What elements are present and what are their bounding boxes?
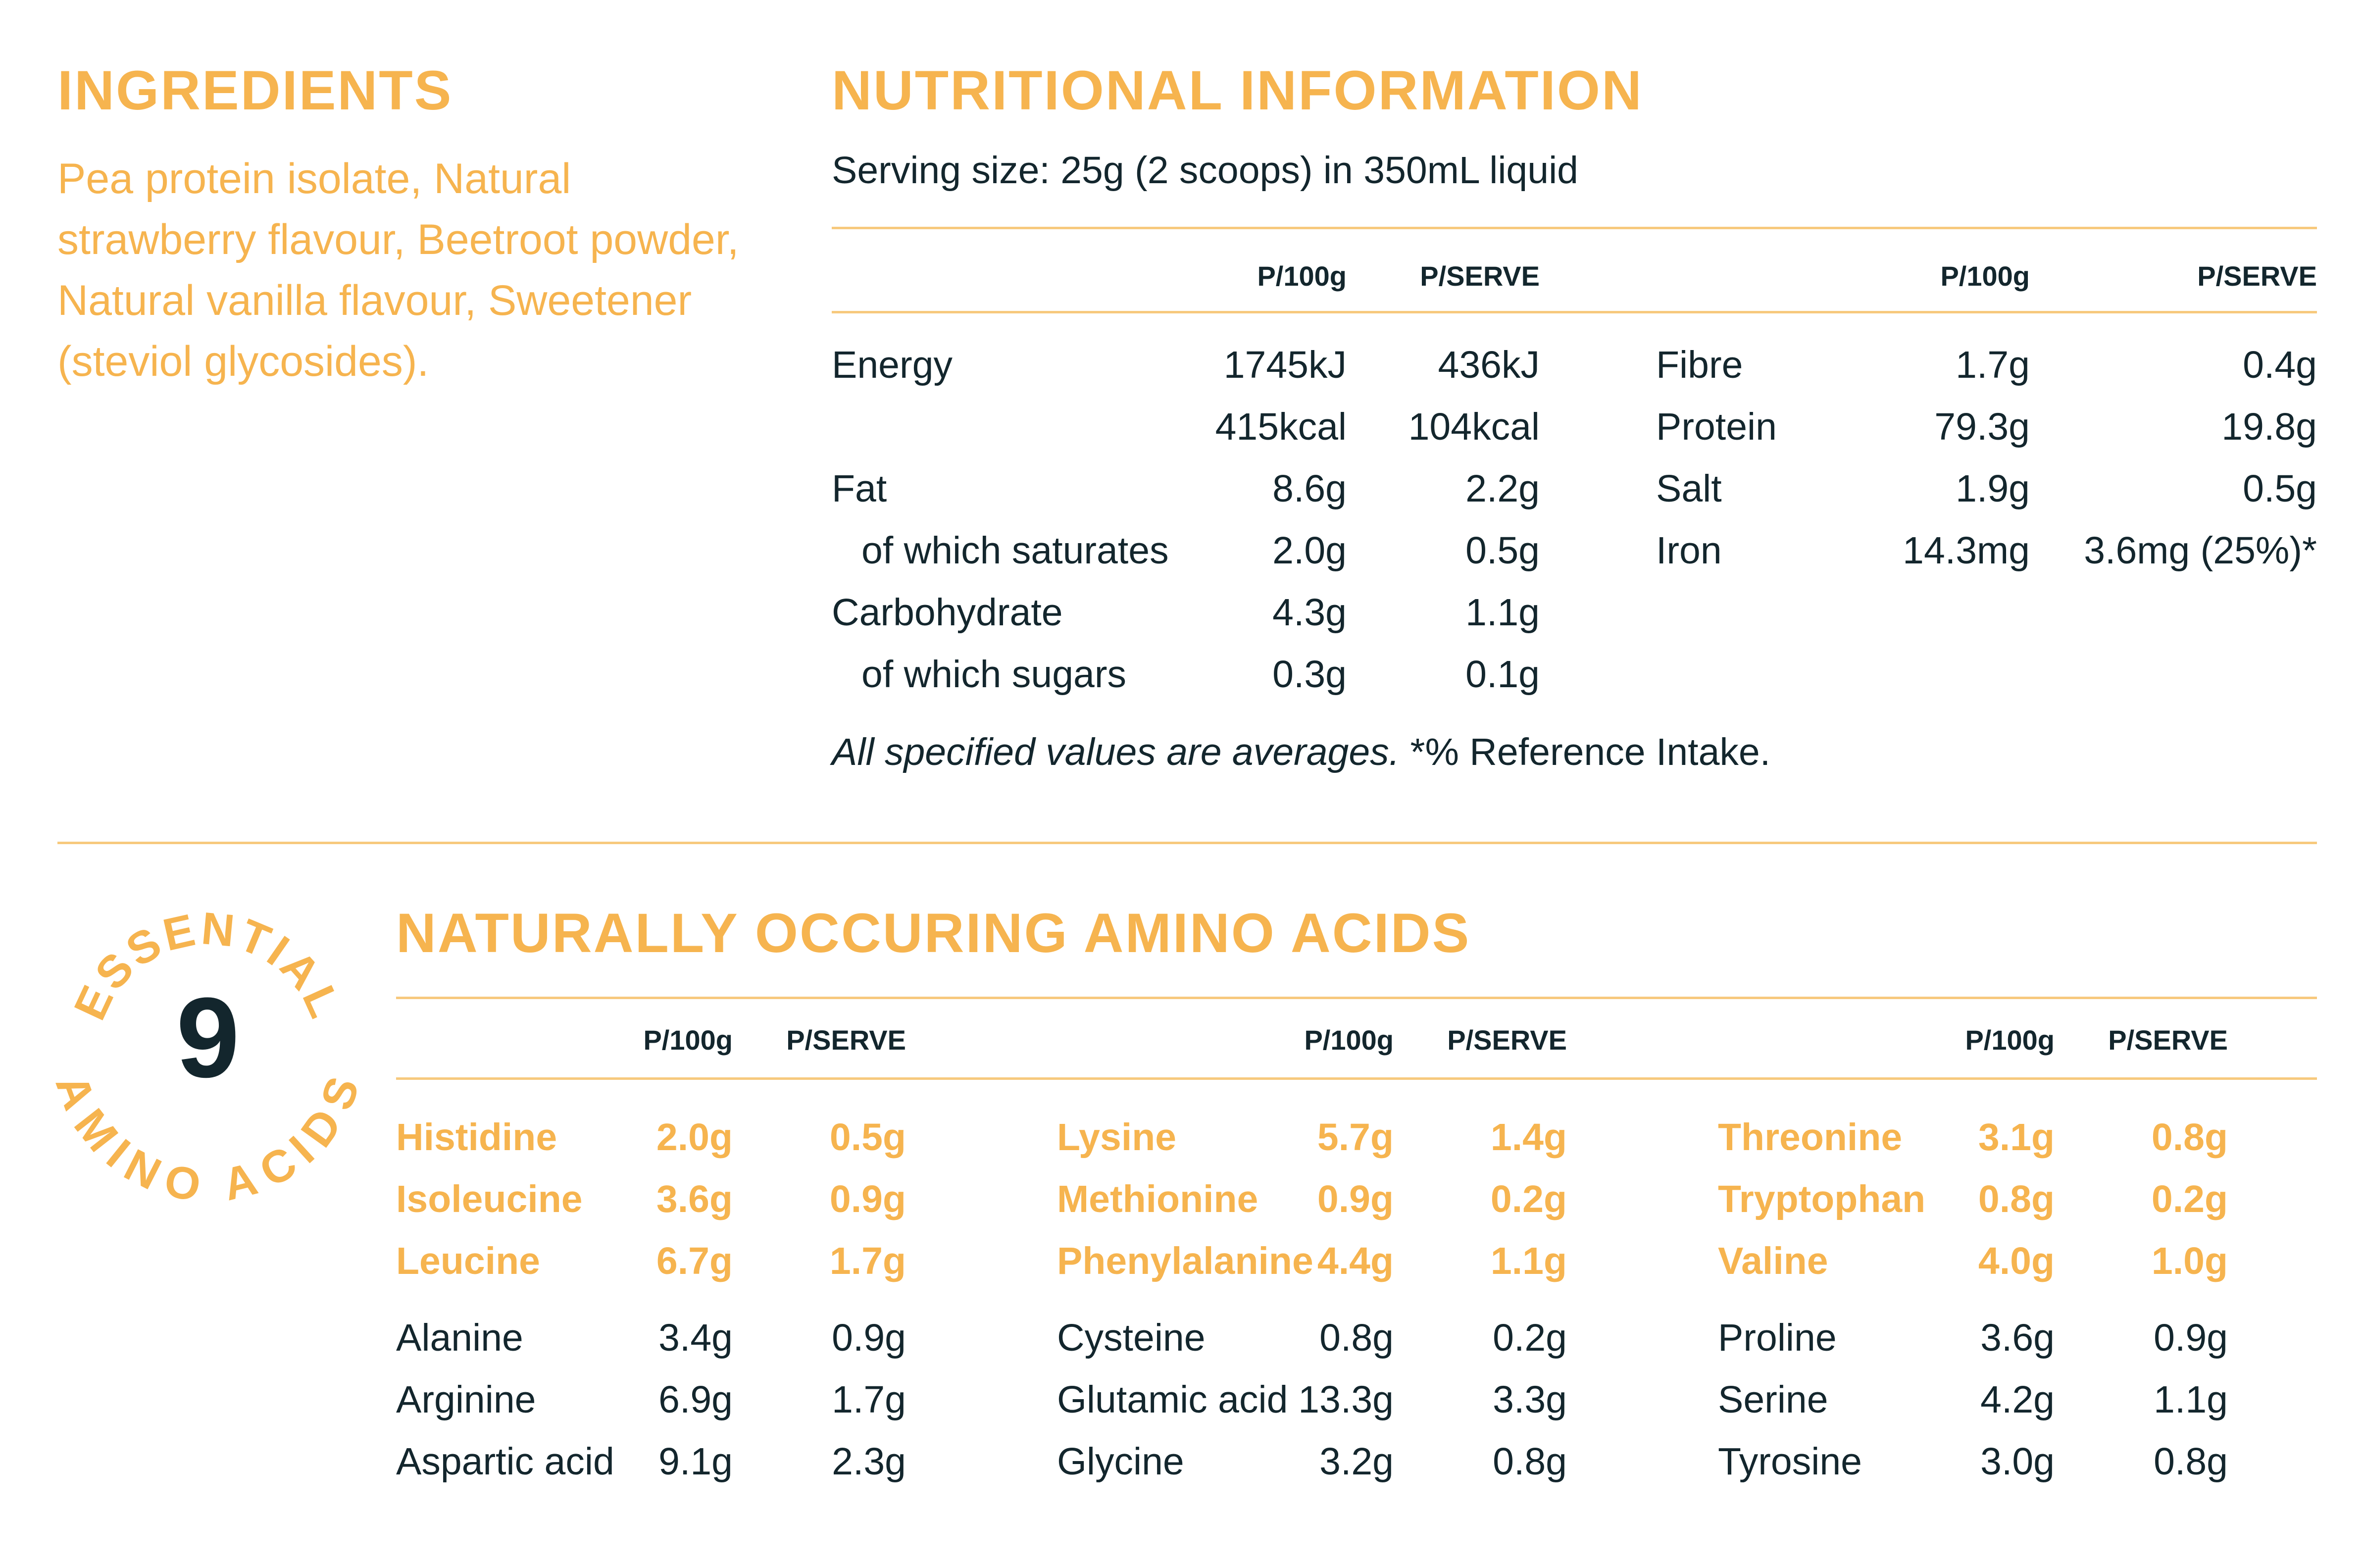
amino-name: Proline [1718,1316,1837,1359]
amino-p100: 3.0g [1980,1440,2055,1483]
amino-serve: 1.4g [1490,1116,1567,1159]
nutrient-label: Fibre [1656,344,1743,386]
amino-row [396,1369,906,1431]
footnote-averages: All specified values are averages. [832,731,1400,773]
amino-name: Cysteine [1057,1316,1206,1359]
nutrient-p100: 14.3mg [1903,529,2030,572]
amino-name: Arginine [396,1378,536,1421]
amino-title: NATURALLY OCCURING AMINO ACIDS [396,902,1471,964]
nutrient-p100: 1.7g [1956,344,2030,386]
amino-p100: 9.1g [658,1440,733,1483]
amino-name: Glutamic acid [1057,1378,1288,1421]
nutrient-p100: 415kcal [1215,405,1347,448]
amino-serve: 1.1g [2154,1378,2228,1421]
amino-name: Tyrosine [1718,1440,1862,1483]
nutrient-serve: 0.4g [2243,344,2317,386]
nutrition-right-serve-header: P/SERVE [2197,260,2317,292]
amino-row [1718,1369,2228,1431]
nutrient-serve: 0.5g [1465,529,1540,572]
amino-p100: 3.4g [658,1316,733,1359]
nutrition-left-p100-header: P/100g [1257,260,1347,292]
nutrient-serve: 0.1g [1465,653,1540,696]
amino-name: Glycine [1057,1440,1184,1483]
amino-serve-header: P/SERVE [786,1024,906,1056]
nutrition-row [832,520,1545,582]
nutrition-row [832,458,1545,520]
amino-row-essential [1057,1107,1567,1168]
nutrient-label: Energy [832,344,953,386]
amino-top-rule [396,997,2317,999]
amino-p100-header: P/100g [1304,1024,1394,1056]
amino-row-essential [396,1168,906,1230]
amino-row [1718,1307,2228,1369]
nutrient-p100: 1.9g [1956,467,2030,510]
nutrient-serve: 0.5g [2243,467,2317,510]
nutrition-row [1656,334,2317,396]
amino-serve: 1.0g [2151,1240,2228,1282]
nutrient-p100: 1745kJ [1223,344,1347,386]
amino-p100: 4.0g [1978,1240,2055,1282]
nutrition-row [832,334,1545,396]
nutrient-label: Carbohydrate [832,591,1063,634]
amino-name: Leucine [396,1240,540,1282]
amino-name: Threonine [1718,1116,1903,1159]
amino-p100: 3.6g [1980,1316,2055,1359]
amino-row-essential [396,1107,906,1168]
amino-row-essential [1718,1107,2228,1168]
amino-name: Methionine [1057,1178,1258,1220]
nutrition-top-rule [832,227,2317,229]
badge-number: 9 [176,974,240,1101]
nutrient-serve: 1.1g [1465,591,1540,634]
amino-name: Serine [1718,1378,1828,1421]
nutrition-row [832,396,1545,458]
amino-serve-header: P/SERVE [1447,1024,1567,1056]
nutrient-p100: 8.6g [1272,467,1347,510]
amino-serve: 0.9g [829,1178,906,1220]
amino-row-essential [1057,1230,1567,1292]
amino-p100: 6.7g [656,1240,733,1282]
nutrient-label: Protein [1656,405,1777,448]
amino-serve: 0.8g [2154,1440,2228,1483]
amino-serve: 1.7g [829,1240,906,1282]
nutrient-label: of which saturates [861,529,1169,572]
amino-serve: 3.3g [1493,1378,1567,1421]
amino-serve: 0.8g [2151,1116,2228,1159]
nutrition-right-p100-header: P/100g [1940,260,2030,292]
amino-serve: 0.9g [2154,1316,2228,1359]
amino-serve: 0.5g [829,1116,906,1159]
amino-row [1057,1431,1567,1493]
amino-name: Phenylalanine [1057,1240,1313,1282]
nutrition-row [1656,458,2317,520]
nutrient-label: Iron [1656,529,1722,572]
nutrition-left-serve-header: P/SERVE [1420,260,1540,292]
nutrition-row [1656,396,2317,458]
amino-serve: 0.9g [832,1316,906,1359]
badge-graphic [40,876,376,1213]
amino-p100-header: P/100g [1965,1024,2055,1056]
amino-serve: 0.8g [1493,1440,1567,1483]
nutrient-p100: 0.3g [1272,653,1347,696]
nutrition-title: NUTRITIONAL INFORMATION [832,59,1643,121]
amino-name: Alanine [396,1316,523,1359]
amino-serve: 2.3g [832,1440,906,1483]
amino-row [396,1431,906,1493]
amino-name: Valine [1718,1240,1828,1282]
amino-p100: 0.8g [1319,1316,1394,1359]
nutrient-label: Salt [1656,467,1722,510]
amino-p100: 3.2g [1319,1440,1394,1483]
amino-row [396,1307,906,1369]
amino-p100: 4.4g [1317,1240,1394,1282]
amino-p100: 5.7g [1317,1116,1394,1159]
ingredients-title: INGREDIENTS [57,59,453,121]
amino-row-essential [396,1230,906,1292]
amino-row-essential [1718,1168,2228,1230]
amino-name: Lysine [1057,1116,1177,1159]
amino-serve: 1.7g [832,1378,906,1421]
amino-name: Aspartic acid [396,1440,614,1483]
amino-row-essential [1718,1230,2228,1292]
nutrient-label: Fat [832,467,887,510]
amino-serve: 0.2g [2151,1178,2228,1220]
nutrient-p100: 79.3g [1934,405,2030,448]
section-divider [57,842,2317,844]
amino-row-essential [1057,1168,1567,1230]
amino-p100-header: P/100g [643,1024,733,1056]
amino-p100: 4.2g [1980,1378,2055,1421]
nutrient-serve: 436kJ [1438,344,1540,386]
nutrient-p100: 2.0g [1272,529,1347,572]
ingredients-text: Pea protein isolate, Natural strawberry flavour, Beetroot powder, Natural vanilla flavour, Sweetener (steviol glycosides). [57,155,739,385]
amino-p100: 3.6g [656,1178,733,1220]
nutrient-p100: 4.3g [1272,591,1347,634]
serving-size: Serving size: 25g (2 scoops) in 350mL liquid [832,149,1579,192]
nutrition-header-rule [832,311,2317,313]
amino-name: Isoleucine [396,1178,583,1220]
essential-amino-badge [40,876,376,1213]
nutrient-serve: 2.2g [1465,467,1540,510]
amino-name: Tryptophan [1718,1178,1926,1220]
amino-serve: 0.2g [1490,1178,1567,1220]
amino-p100: 3.1g [1978,1116,2055,1159]
nutrition-row [1656,520,2317,582]
nutrition-footnote [832,730,1770,774]
amino-p100: 0.9g [1317,1178,1394,1220]
amino-serve: 0.2g [1493,1316,1567,1359]
nutrition-row [832,582,1545,644]
amino-name: Histidine [396,1116,557,1159]
amino-p100: 13.3g [1298,1378,1394,1421]
amino-p100: 2.0g [656,1116,733,1159]
badge-top-text: ESSENTIAL [64,903,352,1027]
nutrition-row [832,644,1545,706]
amino-row [1718,1431,2228,1493]
amino-row [1057,1369,1567,1431]
nutrient-serve: 19.8g [2221,405,2317,448]
amino-p100: 0.8g [1978,1178,2055,1220]
footnote-reference-intake: *% Reference Intake. [1410,731,1771,773]
amino-header-rule [396,1077,2317,1080]
amino-serve: 1.1g [1490,1240,1567,1282]
amino-serve-header: P/SERVE [2108,1024,2228,1056]
amino-p100: 6.9g [658,1378,733,1421]
nutrient-label: of which sugars [861,653,1126,696]
badge-bottom-text: AMINO ACIDS [46,1067,370,1212]
amino-row [1057,1307,1567,1369]
nutrient-serve: 104kcal [1408,405,1540,448]
nutrient-serve: 3.6mg (25%)* [2084,529,2317,572]
